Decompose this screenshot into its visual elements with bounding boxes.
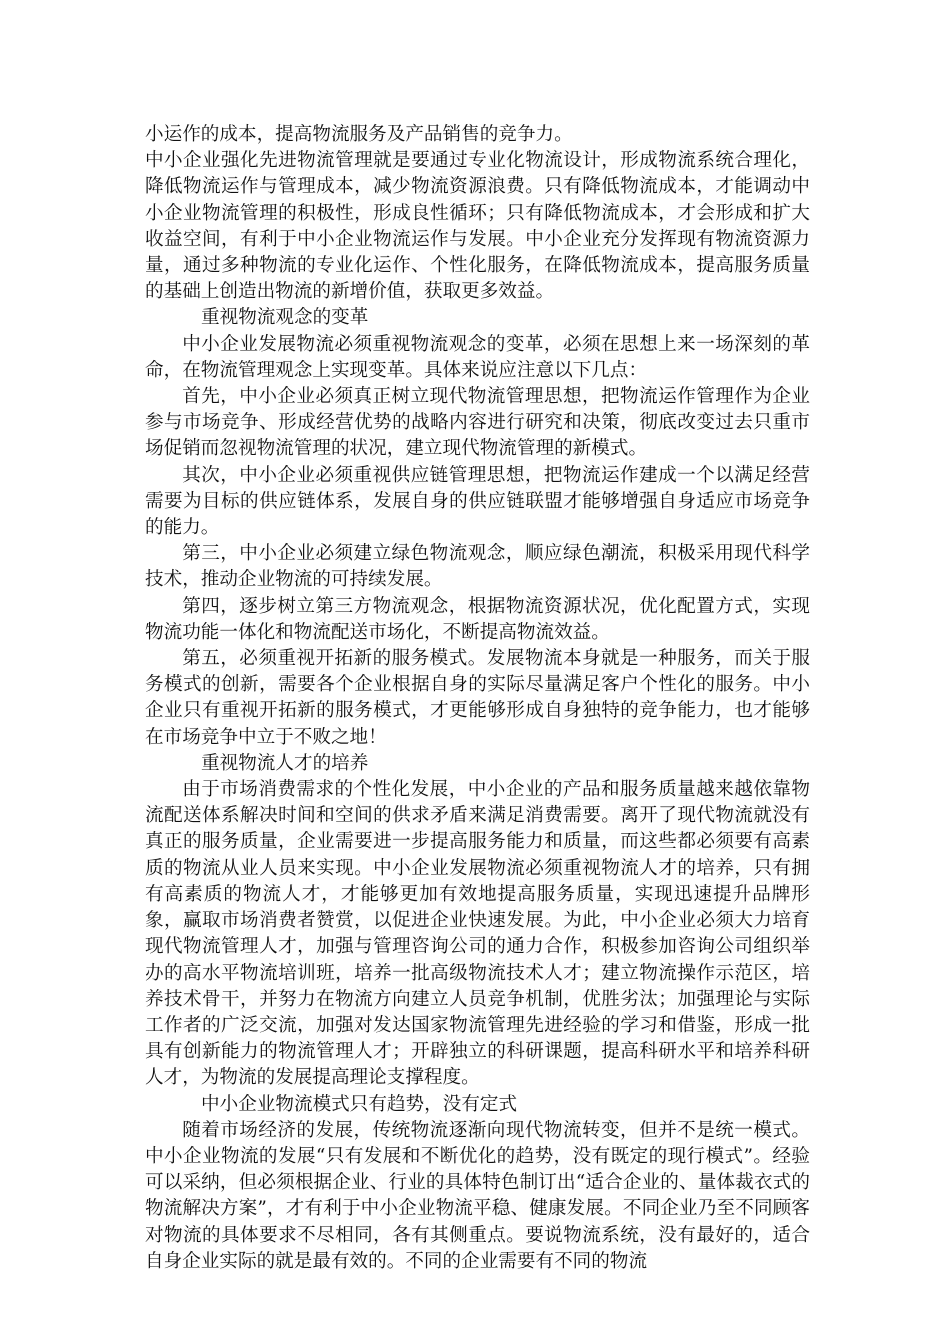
section-heading: 中小企业物流模式只有趋势，没有定式: [201, 1093, 518, 1115]
paragraph: 中小企业发展物流必须重视物流观念的变革，必须在思想上来一场深刻的革命，在物流管理观念上实现变革。具体来说应注意以下几点：: [145, 333, 810, 381]
paragraph: 首先，中小企业必须真正树立现代物流管理思想，把物流运作管理作为企业参与市场竞争、形成经营优势的战略内容进行研究和决策，彻底改变过去只重市场促销而忽视物流管理的状况，建立现代物流管理的新模式。: [145, 386, 810, 460]
paragraph: 第四，逐步树立第三方物流观念，根据物流资源状况，优化配置方式，实现物流功能一体化和物流配送市场化，不断提高物流效益。: [145, 595, 810, 643]
paragraph: 小运作的成本，提高物流服务及产品销售的竞争力。: [145, 124, 573, 145]
paragraph: 随着市场经济的发展，传统物流逐渐向现代物流转变，但并不是统一模式。中小企业物流的发展“只有发展和不断优化的趋势，没有既定的现行模式”。经验可以采纳，但必须根据企业、行业的具体特色制订出“适合企业的、量体裁衣式的物流解决方案”，才有利于中小企业物流平稳、健康发展。不同企业乃至不同顾客对物流的具体要求不尽相同，各有其侧重点。要说物流系统，没有最好的，适合自身企业实际的就是最有效的。不同的企业需要有不同的物流: [145, 1119, 810, 1272]
section-heading: 重视物流人才的培养: [201, 752, 369, 774]
paragraph: 第五，必须重视开拓新的服务模式。发展物流本身就是一种服务，而关于服务模式的创新，需要各个企业根据自身的实际尽量满足客户个性化的服务。中小企业只有重视开拓新的服务模式，才更能够形成自身独特的竞争能力，也才能够在市场竞争中立于不败之地！: [145, 648, 810, 748]
paragraph: 其次，中小企业必须重视供应链管理思想，把物流运作建成一个以满足经营需要为目标的供应链体系，发展自身的供应链联盟才能够增强自身适应市场竞争的能力。: [145, 464, 810, 539]
paragraph: 由于市场消费需求的个性化发展，中小企业的产品和服务质量越来越依靠物流配送体系解决时间和空间的供求矛盾来满足消费需要。离开了现代物流就没有真正的服务质量，企业需要进一步提高服务能力和质量，而这些都必须要有高素质的物流从业人员来实现。中小企业发展物流必须重视物流人才的培养，只有拥有高素质的物流人才，才能够更加有效地提高服务质量，实现迅速提升品牌形象，赢取市场消费者赞赏，以促进企业快速发展。为此，中小企业必须大力培育现代物流管理人才，加强与管理咨询公司的通力合作，积极参加咨询公司组织举办的高水平物流培训班，培养一批高级物流技术人才；建立物流操作示范区，培养技术骨干，并努力在物流方向建立人员竞争机制，优胜劣汰；加强理论与实际工作者的广泛交流，加强对发达国家物流管理先进经验的学习和借鉴，形成一批具有创新能力的物流管理人才；开辟独立的科研课题，提高科研水平和培养科研人才，为物流的发展提高理论支撑程度。: [145, 779, 810, 1089]
paragraph: 中小企业强化先进物流管理就是要通过专业化物流设计，形成物流系统合理化，降低物流运作与管理成本，减少物流资源浪费。只有降低物流成本，才能调动中小企业物流管理的积极性，形成良性循环；只有降低物流成本，才会形成和扩大收益空间，有利于中小企业物流运作与发展。中小企业充分发挥现有物流资源力量，通过多种物流的专业化运作、个性化服务，在降低物流成本，提高服务质量的基础上创造出物流的新增价值，获取更多效益。: [145, 150, 810, 303]
section-heading: 重视物流观念的变革: [201, 307, 369, 329]
paragraph: 第三，中小企业必须建立绿色物流观念，顺应绿色潮流，积极采用现代科学技术，推动企业物流的可持续发展。: [145, 543, 810, 591]
document-page: [145, 122, 810, 1275]
